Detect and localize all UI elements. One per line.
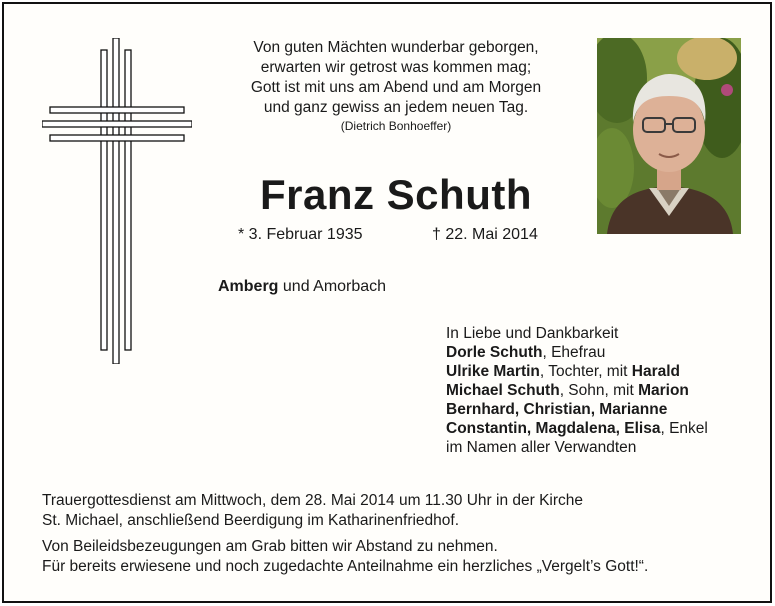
hometown-rest: und Amorbach <box>278 278 387 295</box>
mourner-relation: , Tochter, mit <box>539 363 632 380</box>
mourner-name: Dorle Schuth <box>446 344 543 361</box>
hometown-primary: Amberg <box>218 278 279 295</box>
death-date: † 22. Mai 2014 <box>432 226 538 243</box>
mourner-partner: Marion <box>638 382 689 399</box>
mourners-block <box>446 324 746 457</box>
mourner-name: Michael Schuth <box>446 382 560 399</box>
portrait-image <box>597 38 741 234</box>
poem-line: erwarten wir getrost was kommen mag; <box>260 59 532 76</box>
mourner-partner: Harald <box>631 363 681 380</box>
mourner-relation: , Enkel <box>660 420 708 437</box>
service-info <box>42 491 742 531</box>
mourner-row <box>446 362 746 381</box>
mourner-row <box>446 419 746 438</box>
mourner-name: Bernhard, Christian, Marianne <box>446 401 668 418</box>
hometown <box>218 278 386 296</box>
mourners-closing: im Namen aller Verwandten <box>446 439 637 456</box>
note-line: Von Beileidsbezeugungen am Grab bitten wir Abstand zu nehmen. <box>42 538 498 555</box>
closing-notes <box>42 537 767 577</box>
mourner-row <box>446 400 746 419</box>
portrait-photo <box>597 38 741 234</box>
poem-author: (Dietrich Bonhoeffer) <box>340 119 452 133</box>
poem-line: und ganz gewiss an jedem neuen Tag. <box>263 99 529 116</box>
deceased-name: Franz Schuth <box>259 171 532 218</box>
obituary-frame <box>2 2 772 603</box>
mourner-name: Constantin, Magdalena, Elisa <box>446 420 661 437</box>
mourner-name: Ulrike Martin <box>446 363 540 380</box>
mourner-row <box>446 381 746 400</box>
mourners-intro: In Liebe und Dankbarkeit <box>446 325 619 342</box>
mourner-relation: , Ehefrau <box>542 344 606 361</box>
poem-line: Gott ist mit uns am Abend und am Morgen <box>250 79 542 96</box>
mourner-row <box>446 343 746 362</box>
mourner-relation: , Sohn, mit <box>559 382 639 399</box>
birth-date: * 3. Februar 1935 <box>238 226 363 243</box>
service-line: Trauergottesdienst am Mittwoch, dem 28. Mai 2014 um 11.30 Uhr in der Kirche <box>42 492 584 509</box>
poem <box>204 38 588 134</box>
poem-line: Von guten Mächten wunderbar geborgen, <box>253 39 539 56</box>
note-line: Für bereits erwiesene und noch zugedachte Anteilnahme ein herzliches „Vergelt’s Gott!“. <box>42 558 649 575</box>
cross-icon <box>42 38 192 364</box>
service-line: St. Michael, anschließend Beerdigung im Katharinenfriedhof. <box>42 512 460 529</box>
